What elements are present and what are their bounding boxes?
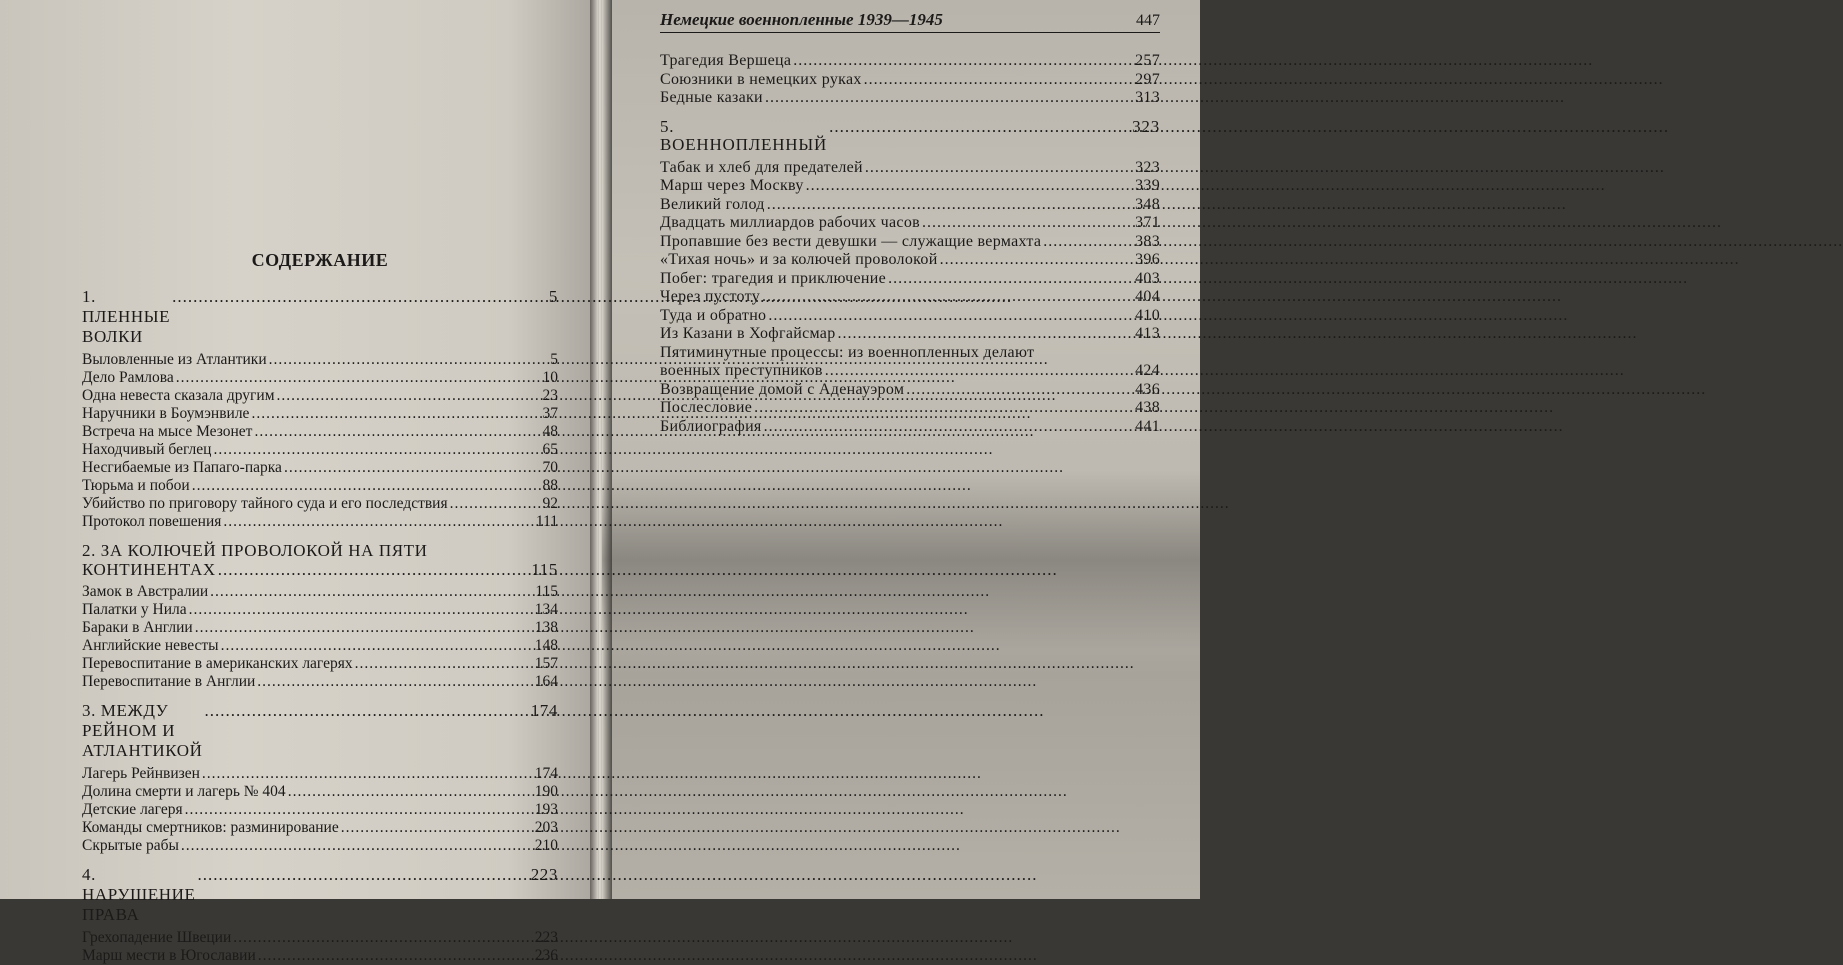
entry-page: 410 xyxy=(1135,306,1160,324)
toc-entry xyxy=(82,801,558,819)
entry-title: Союзники в немецких руках xyxy=(660,70,862,88)
entry-title: Лагерь Рейнвизен xyxy=(82,765,200,782)
toc-entry xyxy=(82,495,558,513)
entry-title: Убийство по приговору тайного суда и его последствия xyxy=(82,495,448,512)
toc-right-column xyxy=(660,52,1160,436)
entry-page: 37 xyxy=(542,405,558,422)
chapter-heading xyxy=(82,541,558,579)
entry-page: 203 xyxy=(534,819,558,836)
entry-title: Дело Рамлова xyxy=(82,369,174,386)
chapter-title-line2: КОНТИНЕНТАХ xyxy=(82,560,216,579)
entry-page: 297 xyxy=(1135,70,1160,88)
chapter-page: 174 xyxy=(530,701,558,720)
entry-title: Бедные казаки xyxy=(660,89,763,106)
entry-title: Библиография xyxy=(660,417,762,435)
entry-page: 441 xyxy=(1135,417,1160,435)
toc-entry xyxy=(660,399,1160,418)
entry-title: Перевоспитание в Англии xyxy=(82,673,256,690)
entry-title: Трагедия Вершеца xyxy=(660,52,792,69)
entry-title: Марш мести в Югославии xyxy=(82,947,256,964)
entry-page: 174 xyxy=(534,765,558,782)
entry-title: Через пустоту xyxy=(660,288,761,305)
toc-entry xyxy=(82,929,558,947)
entry-title: Протокол повешения xyxy=(82,513,222,530)
entry-page: 115 xyxy=(535,583,558,600)
entry-page: 134 xyxy=(534,601,558,618)
toc-entry xyxy=(660,288,1160,307)
toc-entry xyxy=(82,637,558,655)
toc-entry xyxy=(82,837,558,855)
chapter-heading xyxy=(660,118,1160,155)
toc-entry xyxy=(660,196,1160,215)
chapter-page: 323 xyxy=(1132,116,1160,136)
toc-entry xyxy=(82,619,558,637)
entry-page: 88 xyxy=(542,477,558,494)
chapter-title-line1: 2. ЗА КОЛЮЧЕЙ ПРОВОЛОКОЙ НА ПЯТИ xyxy=(82,541,428,560)
entry-title: Бараки в Англии xyxy=(82,619,193,636)
toc-entry xyxy=(660,233,1160,252)
entry-title-line1: Пятиминутные процессы: из военнопленных делают xyxy=(660,343,1035,361)
chapter-page: 223 xyxy=(530,865,558,884)
toc-entry xyxy=(660,159,1160,178)
entry-page: 190 xyxy=(534,783,558,800)
entry-title: Наручники в Боумэнвиле xyxy=(82,405,250,422)
entry-title: Одна невеста сказала другим xyxy=(82,387,275,404)
entry-page: 348 xyxy=(1135,195,1160,213)
toc-entry xyxy=(660,251,1160,270)
toc-entry xyxy=(660,71,1160,90)
entry-title: Несгибаемые из Папаго-парка xyxy=(82,459,282,476)
entry-page: 403 xyxy=(1135,269,1160,287)
chapter-title: 1. ПЛЕННЫЕ ВОЛКИ xyxy=(82,287,171,346)
toc-entry xyxy=(82,673,558,691)
chapter-heading xyxy=(82,865,558,925)
toc-entry xyxy=(660,177,1160,196)
toc-entry xyxy=(82,583,558,601)
toc-entry xyxy=(660,52,1160,71)
entry-title: Возвращение домой с Аденауэром xyxy=(660,380,905,398)
chapter-heading xyxy=(82,701,558,761)
entry-page: 157 xyxy=(534,655,558,672)
entry-page: 404 xyxy=(1135,288,1160,305)
entry-title: Тюрьма и побои xyxy=(82,477,190,494)
entry-title: Скрытые рабы xyxy=(82,837,179,854)
chapter-title: 4. НАРУШЕНИЕ ПРАВА xyxy=(82,865,196,924)
entry-page: 223 xyxy=(534,929,558,946)
entry-title: Двадцать миллиардов рабочих часов xyxy=(660,214,920,231)
running-title: Немецкие военнопленные 1939—1945 xyxy=(660,10,943,29)
entry-page: 210 xyxy=(534,837,558,854)
entry-page: 371 xyxy=(1135,214,1160,231)
toc-entry xyxy=(82,783,558,801)
entry-title: Английские невесты xyxy=(82,637,219,654)
chapter-heading xyxy=(82,287,558,347)
entry-page: 70 xyxy=(542,459,558,476)
toc-entry xyxy=(82,477,558,495)
entry-title: Находчивый беглец xyxy=(82,441,212,458)
entry-title: «Тихая ночь» и за колючей проволокой xyxy=(660,251,938,268)
entry-title: Из Казани в Хофгайсмар xyxy=(660,325,836,342)
toc-entry xyxy=(660,325,1160,344)
entry-page: 323 xyxy=(1135,158,1160,176)
entry-page: 48 xyxy=(542,423,558,440)
toc-entry xyxy=(82,819,558,837)
entry-title: Марш через Москву xyxy=(660,177,804,194)
chapter-page: 5 xyxy=(548,287,558,306)
toc-entry xyxy=(82,387,558,405)
entry-page: 148 xyxy=(534,637,558,654)
entry-page: 23 xyxy=(542,387,558,404)
toc-entry xyxy=(82,441,558,459)
toc-entry xyxy=(82,655,558,673)
toc-entry xyxy=(660,214,1160,233)
entry-title: Великий голод xyxy=(660,195,765,213)
entry-title: Палатки у Нила xyxy=(82,601,187,618)
toc-title: СОДЕРЖАНИЕ xyxy=(251,250,389,270)
entry-page: 313 xyxy=(1135,89,1160,106)
entry-title: Замок в Австралии xyxy=(82,583,209,600)
entry-title: Встреча на мысе Мезонет xyxy=(82,423,253,440)
running-header xyxy=(660,10,1160,33)
toc-entry xyxy=(660,89,1160,108)
entry-page: 396 xyxy=(1135,251,1160,268)
entry-title: Грехопадение Швеции xyxy=(82,929,232,946)
entry-page: 92 xyxy=(542,495,558,512)
entry-title: Выловленные из Атлантики xyxy=(82,351,267,368)
toc-entry xyxy=(82,405,558,423)
entry-page: 5 xyxy=(550,351,558,368)
toc-entry xyxy=(82,513,558,531)
toc-entry xyxy=(82,459,558,477)
entry-page: 413 xyxy=(1135,325,1160,342)
toc-entry xyxy=(660,270,1160,289)
entry-title: Перевоспитание в американских лагерях xyxy=(82,655,353,672)
toc-entry xyxy=(82,351,558,369)
entry-title: Команды смертников: разминирование xyxy=(82,819,339,836)
entry-page: 10 xyxy=(542,369,558,386)
entry-title: Долина смерти и лагерь № 404 xyxy=(82,783,286,800)
entry-page: 383 xyxy=(1135,232,1160,250)
entry-page: 164 xyxy=(534,673,558,690)
page-number: 447 xyxy=(1136,12,1160,29)
toc-entry-multiline xyxy=(660,344,1160,381)
toc-entry xyxy=(660,307,1160,326)
entry-page: 257 xyxy=(1135,52,1160,69)
entry-page: 438 xyxy=(1135,399,1160,416)
toc-entry xyxy=(660,381,1160,400)
entry-page: 236 xyxy=(534,947,558,964)
entry-page: 436 xyxy=(1135,380,1160,398)
entry-title: Пропавшие без вести девушки — служащие вермахта xyxy=(660,232,1042,250)
entry-page: 65 xyxy=(542,441,558,458)
toc-entry xyxy=(82,765,558,783)
entry-title: Послесловие xyxy=(660,399,753,416)
toc-entry xyxy=(660,418,1160,437)
toc-left-column xyxy=(82,250,558,965)
entry-page: 138 xyxy=(534,619,558,636)
entry-title: Туда и обратно xyxy=(660,306,767,324)
entry-page: 339 xyxy=(1135,177,1160,194)
chapter-page: 115 xyxy=(531,560,558,579)
toc-entry xyxy=(82,947,558,965)
entry-title: Табак и хлеб для предателей xyxy=(660,158,863,176)
entry-title: Детские лагеря xyxy=(82,801,183,818)
toc-entry xyxy=(82,369,558,387)
toc-entry xyxy=(82,601,558,619)
chapter-title: 5. ВОЕННОПЛЕННЫЙ xyxy=(660,116,828,154)
entry-page: 111 xyxy=(535,513,558,530)
entry-page: 424 xyxy=(1135,362,1160,379)
entry-page: 193 xyxy=(534,801,558,818)
toc-entry xyxy=(82,423,558,441)
entry-title-line2: военных преступников xyxy=(660,362,823,379)
chapter-title: 3. МЕЖДУ РЕЙНОМ И АТЛАНТИКОЙ xyxy=(82,701,203,760)
entry-title: Побег: трагедия и приключение xyxy=(660,269,887,287)
